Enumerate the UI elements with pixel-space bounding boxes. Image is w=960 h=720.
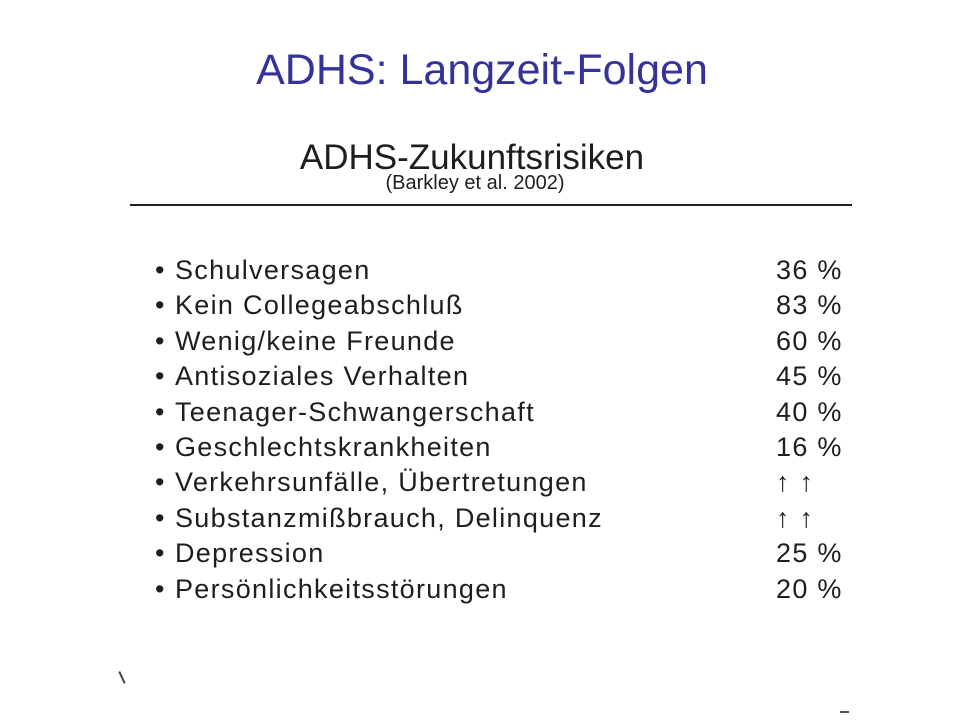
risk-value: 20 % — [776, 573, 843, 604]
risk-list — [0, 253, 960, 607]
bullet: • — [155, 396, 165, 427]
risk-label: Wenig/keine Freunde — [175, 325, 456, 356]
heading-divider — [130, 204, 852, 206]
risk-label: Geschlechtskrankheiten — [175, 431, 492, 462]
list-item — [0, 465, 960, 500]
bullet: • — [155, 290, 165, 321]
risk-label: Depression — [175, 538, 325, 569]
risk-value: 60 % — [776, 325, 843, 356]
risk-label: Teenager-Schwangerschaft — [175, 396, 535, 427]
bullet: • — [155, 431, 165, 462]
risk-value: 83 % — [776, 290, 843, 321]
bullet: • — [155, 361, 165, 392]
risk-label: Verkehrsunfälle, Übertretungen — [175, 467, 588, 498]
risk-label: Schulversagen — [175, 255, 371, 285]
risk-value: 40 % — [776, 396, 843, 427]
risk-value: 36 % — [776, 255, 843, 285]
table-heading: ADHS-Zukunftsrisiken — [299, 138, 645, 177]
list-item — [0, 501, 960, 536]
list-item — [0, 253, 960, 288]
list-item — [0, 288, 960, 323]
list-item — [0, 430, 960, 465]
scan-artifact — [118, 671, 125, 683]
risk-label: Persönlichkeitsstörungen — [175, 573, 508, 604]
risk-value: 45 % — [776, 361, 843, 392]
bullet: • — [155, 467, 165, 498]
risk-value: 25 % — [776, 538, 843, 569]
list-item — [0, 359, 960, 394]
list-item — [0, 395, 960, 430]
bullet: • — [155, 325, 165, 356]
bullet: • — [155, 573, 165, 604]
list-item — [0, 536, 960, 571]
risk-value: 16 % — [776, 431, 843, 462]
list-item — [0, 324, 960, 359]
risk-value: ↑ ↑ — [776, 502, 815, 533]
risk-value: ↑ ↑ — [776, 467, 815, 498]
bullet: • — [155, 502, 165, 533]
bullet: • — [155, 538, 165, 569]
bullet: • — [155, 255, 165, 285]
slide-title: ADHS: Langzeit-Folgen — [256, 46, 708, 94]
list-item — [0, 572, 960, 607]
risk-label: Antisoziales Verhalten — [175, 361, 470, 392]
risk-label: Kein Collegeabschluß — [175, 290, 464, 321]
scan-artifact — [840, 711, 849, 713]
table-source-citation: (Barkley et al. 2002) — [385, 172, 565, 194]
risk-label: Substanzmißbrauch, Delinquenz — [175, 502, 603, 533]
